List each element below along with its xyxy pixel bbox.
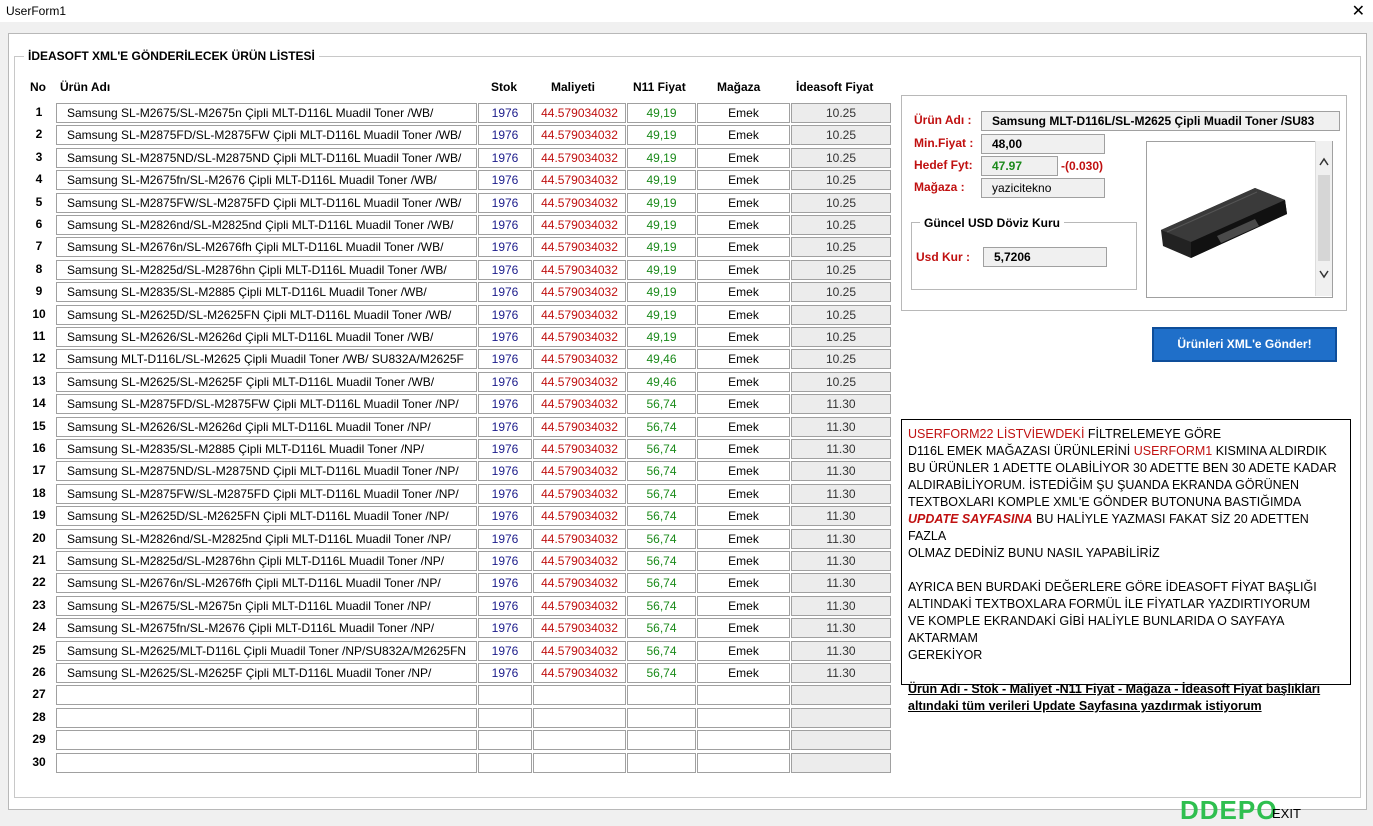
urun-adi-cell[interactable]: Samsung SL-M2875FD/SL-M2875FW Çipli MLT-D116L Muadil Toner /WB/ [56,125,477,145]
row-number: 28 [32,709,46,724]
note-p6b: BU HALİYLE YAZMASI FAKAT SİZ 20 ADETTEN FAZLA [908,512,1309,543]
note-p11: GEREKİYOR [908,648,983,662]
n11-fiyat-cell[interactable]: 56,74 [627,641,696,661]
note-p13: altındaki tüm verileri Update Sayfasına yazdırmak istiyorum [908,699,1262,713]
ideasoft-fiyat-cell[interactable]: 11.30 [791,484,891,504]
n11-fiyat-cell[interactable]: 49,19 [627,170,696,190]
n11-fiyat-cell[interactable]: 49,19 [627,282,696,302]
n11-fiyat-cell[interactable] [627,753,696,773]
row-number: 2 [35,127,43,142]
ideasoft-fiyat-cell[interactable]: 11.30 [791,573,891,593]
maliyet-cell[interactable]: 44.579034032 [533,193,626,213]
close-icon[interactable]: ✕ [1351,3,1365,20]
hedef-fiyat-label: Hedef Fyt: [914,158,973,172]
maliyet-cell[interactable]: 44.579034032 [533,237,626,257]
urun-adi-cell[interactable]: Samsung MLT-D116L/SL-M2625 Çipli Muadil Toner /WB/ SU832A/M2625F [56,349,477,369]
header-n11-fiyat: N11 Fiyat [633,80,686,94]
maliyet-cell[interactable] [533,730,626,750]
ideasoft-fiyat-cell[interactable]: 11.30 [791,551,891,571]
ideasoft-fiyat-cell[interactable] [791,708,891,728]
row-number: 13 [32,373,46,388]
urun-adi-field[interactable]: Samsung MLT-D116L/SL-M2625 Çipli Muadil Toner /SU83 [981,111,1340,131]
maliyet-cell[interactable]: 44.579034032 [533,349,626,369]
ideasoft-fiyat-cell[interactable]: 10.25 [791,260,891,280]
magaza-cell[interactable]: Emek [697,237,790,257]
maliyet-cell[interactable]: 44.579034032 [533,663,626,683]
urun-adi-cell[interactable]: Samsung SL-M2675/SL-M2675n Çipli MLT-D116L Muadil Toner /NP/ [56,596,477,616]
ideasoft-fiyat-cell[interactable]: 10.25 [791,148,891,168]
n11-fiyat-cell[interactable]: 56,74 [627,529,696,549]
header-urun-adi: Ürün Adı [60,80,111,94]
note-p6a: UPDATE SAYFASINA [908,512,1033,526]
row-number: 23 [32,597,46,612]
magaza-cell[interactable]: Emek [697,439,790,459]
n11-fiyat-cell[interactable]: 56,74 [627,596,696,616]
magaza-cell[interactable]: Emek [697,148,790,168]
stok-cell[interactable]: 1976 [478,125,532,145]
maliyet-cell[interactable]: 44.579034032 [533,618,626,638]
ideasoft-fiyat-cell[interactable]: 11.30 [791,439,891,459]
maliyet-cell[interactable]: 44.579034032 [533,551,626,571]
maliyet-cell[interactable]: 44.579034032 [533,529,626,549]
ideasoft-fiyat-cell[interactable] [791,730,891,750]
urun-adi-cell[interactable]: Samsung SL-M2625/SL-M2625F Çipli MLT-D116L Muadil Toner /NP/ [56,663,477,683]
stok-cell[interactable]: 1976 [478,282,532,302]
n11-fiyat-cell[interactable]: 49,46 [627,372,696,392]
n11-fiyat-cell[interactable]: 56,74 [627,618,696,638]
watermark-logo: DDEPO [1180,795,1278,825]
ideasoft-fiyat-cell[interactable]: 10.25 [791,327,891,347]
row-number: 21 [32,553,46,567]
header-maliyeti: Maliyeti [551,80,596,94]
magaza-cell[interactable]: Emek [697,394,790,414]
stok-cell[interactable]: 1976 [478,237,532,257]
magaza-cell[interactable]: Emek [697,461,790,481]
ideasoft-fiyat-cell[interactable] [791,685,891,705]
stok-cell[interactable]: 1976 [478,484,532,504]
usd-kur-label: Usd Kur : [916,250,970,264]
row-number: 30 [32,754,46,769]
n11-fiyat-cell[interactable]: 49,19 [627,260,696,280]
maliyet-cell[interactable]: 44.579034032 [533,103,626,123]
note-p7: OLMAZ DEDİNİZ BUNU NASIL YAPABİLİRİZ [908,546,1160,560]
stok-cell[interactable]: 1976 [478,551,532,571]
urun-adi-cell[interactable]: Samsung SL-M2625/SL-M2625F Çipli MLT-D116L Muadil Toner /WB/ [56,372,477,392]
maliyet-cell[interactable] [533,685,626,705]
row-number: 17 [32,463,46,478]
stok-cell[interactable] [478,708,532,728]
note-p2c: KISMINA ALDIRDIK [1212,444,1327,458]
stok-cell[interactable]: 1976 [478,148,532,168]
magaza-cell[interactable]: Emek [697,417,790,437]
row-number: 16 [32,441,46,455]
product-image [1146,141,1333,298]
urun-adi-cell[interactable]: Samsung SL-M2826nd/SL-M2825nd Çipli MLT-D116L Muadil Toner /NP/ [56,529,477,549]
header-magaza: Mağaza [717,80,761,94]
window-title: UserForm1 [6,4,67,18]
hedef-fiyat-diff: -(0.030) [1061,159,1104,173]
urun-adi-cell[interactable]: Samsung SL-M2875ND/SL-M2875ND Çipli MLT-D116L Muadil Toner /NP/ [56,461,477,481]
urun-adi-cell[interactable]: Samsung SL-M2625/MLT-D116L Çipli Muadil Toner /NP/SU832A/M2625FN [56,641,477,661]
ideasoft-fiyat-cell[interactable]: 11.30 [791,529,891,549]
urun-adi-cell[interactable]: Samsung SL-M2825d/SL-M2876hn Çipli MLT-D116L Muadil Toner /WB/ [56,260,477,280]
ideasoft-fiyat-cell[interactable]: 11.30 [791,663,891,683]
urun-adi-cell[interactable]: Samsung SL-M2835/SL-M2885 Çipli MLT-D116L Muadil Toner /WB/ [56,282,477,302]
magaza-cell[interactable]: Emek [697,305,790,325]
note-p2b: USERFORM1 [1133,444,1213,458]
stok-cell[interactable] [478,753,532,773]
magaza-cell[interactable] [697,685,790,705]
row-number: 5 [35,194,43,209]
stok-cell[interactable]: 1976 [478,596,532,616]
n11-fiyat-cell[interactable]: 49,19 [627,215,696,235]
ideasoft-fiyat-cell[interactable]: 10.25 [791,170,891,190]
row-number: 14 [32,396,46,411]
maliyet-cell[interactable]: 44.579034032 [533,417,626,437]
hedef-fiyat-field[interactable]: 47.97 [981,156,1058,176]
maliyet-cell[interactable]: 44.579034032 [533,170,626,190]
row-number: 26 [32,665,46,679]
magaza-cell[interactable]: Emek [697,529,790,549]
row-number: 10 [32,306,46,321]
note-box [901,419,1351,713]
row-number: 22 [32,575,46,590]
n11-fiyat-cell[interactable]: 56,74 [627,551,696,571]
magaza-cell[interactable]: Emek [697,618,790,638]
row-number: 1 [35,105,43,119]
row-number: 4 [35,172,43,187]
urun-adi-cell[interactable]: Samsung SL-M2875FD/SL-M2875FW Çipli MLT-D116L Muadil Toner /NP/ [56,394,477,414]
urun-adi-cell[interactable]: Samsung SL-M2875FW/SL-M2875FD Çipli MLT-D116L Muadil Toner /WB/ [56,193,477,213]
stok-cell[interactable]: 1976 [478,349,532,369]
maliyet-cell[interactable]: 44.579034032 [533,327,626,347]
maliyet-cell[interactable]: 44.579034032 [533,506,626,526]
ideasoft-fiyat-cell[interactable]: 11.30 [791,417,891,437]
urun-adi-cell[interactable] [56,753,477,773]
ideasoft-fiyat-cell[interactable]: 11.30 [791,461,891,481]
magaza-cell[interactable]: Emek [697,170,790,190]
maliyet-cell[interactable]: 44.579034032 [533,641,626,661]
magaza-cell[interactable]: Emek [697,349,790,369]
urun-adi-cell[interactable] [56,730,477,750]
maliyet-cell[interactable]: 44.579034032 [533,596,626,616]
magaza-cell[interactable]: Emek [697,551,790,571]
row-number: 25 [32,642,46,657]
maliyet-cell[interactable]: 44.579034032 [533,484,626,504]
magaza-cell[interactable] [697,753,790,773]
maliyet-cell[interactable]: 44.579034032 [533,573,626,593]
ideasoft-fiyat-cell[interactable]: 10.25 [791,125,891,145]
stok-cell[interactable]: 1976 [478,618,532,638]
n11-fiyat-cell[interactable]: 56,74 [627,461,696,481]
urun-adi-cell[interactable]: Samsung SL-M2626/SL-M2626d Çipli MLT-D116L Muadil Toner /NP/ [56,417,477,437]
scroll-thumb [1318,175,1330,261]
header-ideasoft-fiyat: İdeasoft Fiyat [796,80,874,94]
urun-adi-cell[interactable]: Samsung SL-M2675fn/SL-M2676 Çipli MLT-D116L Muadil Toner /NP/ [56,618,477,638]
urun-adi-cell[interactable] [56,708,477,728]
magaza-cell[interactable]: Emek [697,125,790,145]
stok-cell[interactable]: 1976 [478,327,532,347]
stok-cell[interactable]: 1976 [478,394,532,414]
row-number: 9 [35,284,43,299]
stok-cell[interactable]: 1976 [478,260,532,280]
urun-adi-cell[interactable]: Samsung SL-M2676n/SL-M2676fh Çipli MLT-D116L Muadil Toner /NP/ [56,573,477,593]
ideasoft-fiyat-cell[interactable]: 10.25 [791,215,891,235]
exit-label[interactable]: EXIT [1272,806,1301,821]
n11-fiyat-cell[interactable] [627,685,696,705]
ideasoft-fiyat-cell[interactable] [791,753,891,773]
urun-adi-cell[interactable]: Samsung SL-M2676n/SL-M2676fh Çipli MLT-D116L Muadil Toner /WB/ [56,237,477,257]
send-to-xml-button[interactable]: Ürünleri XML'e Gönder! [1152,327,1337,362]
stok-cell[interactable]: 1976 [478,439,532,459]
row-number: 6 [35,217,43,231]
note-p5: TEXTBOXLARI KOMPLE XML'E GÖNDER BUTONUNA BASTIĞIMDA [908,495,1302,509]
maliyet-cell[interactable]: 44.579034032 [533,372,626,392]
n11-fiyat-cell[interactable]: 56,74 [627,573,696,593]
n11-fiyat-cell[interactable] [627,708,696,728]
toner-cartridge-icon [1147,142,1315,297]
stok-cell[interactable]: 1976 [478,103,532,123]
note-p9: ALTINDAKİ TEXTBOXLARA FORMÜL İLE FİYATLAR YAZDIRTIYORUM [908,597,1311,611]
n11-fiyat-cell[interactable]: 49,19 [627,327,696,347]
ideasoft-fiyat-cell[interactable]: 11.30 [791,394,891,414]
urun-adi-cell[interactable]: Samsung SL-M2875ND/SL-M2875ND Çipli MLT-D116L Muadil Toner /WB/ [56,148,477,168]
maliyet-cell[interactable]: 44.579034032 [533,461,626,481]
row-number: 12 [32,351,46,366]
maliyet-cell[interactable]: 44.579034032 [533,215,626,235]
maliyet-cell[interactable]: 44.579034032 [533,260,626,280]
note-p3: BU ÜRÜNLER 1 ADETTE OLABİLİYOR 30 ADETTE BEN 30 ADETE KADAR [908,461,1337,475]
magaza-cell[interactable]: Emek [697,260,790,280]
ideasoft-fiyat-cell[interactable]: 10.25 [791,193,891,213]
stok-cell[interactable]: 1976 [478,170,532,190]
row-number: 19 [32,508,46,523]
row-number: 24 [32,620,46,635]
stok-cell[interactable]: 1976 [478,663,532,683]
magaza-label: Mağaza : [914,180,965,194]
magaza-cell[interactable]: Emek [697,215,790,235]
row-number: 29 [32,732,46,747]
group-title: İDEASOFT XML'E GÖNDERİLECEK ÜRÜN LİSTESİ [24,49,319,63]
stok-cell[interactable]: 1976 [478,305,532,325]
urun-adi-cell[interactable]: Samsung SL-M2625D/SL-M2625FN Çipli MLT-D116L Muadil Toner /NP/ [56,506,477,526]
n11-fiyat-cell[interactable]: 49,19 [627,237,696,257]
usd-kur-field[interactable]: 5,7206 [983,247,1107,267]
n11-fiyat-cell[interactable]: 56,74 [627,506,696,526]
magaza-cell[interactable]: Emek [697,506,790,526]
ideasoft-fiyat-cell[interactable]: 11.30 [791,641,891,661]
urun-adi-label: Ürün Adı : [914,113,972,127]
magaza-cell[interactable]: Emek [697,372,790,392]
magaza-cell[interactable]: Emek [697,663,790,683]
urun-adi-cell[interactable]: Samsung SL-M2826nd/SL-M2825nd Çipli MLT-D116L Muadil Toner /WB/ [56,215,477,235]
n11-fiyat-cell[interactable]: 56,74 [627,663,696,683]
urun-adi-cell[interactable]: Samsung SL-M2625D/SL-M2625FN Çipli MLT-D116L Muadil Toner /WB/ [56,305,477,325]
note-p1b: FİLTRELEMEYE GÖRE [1084,427,1222,441]
note-p12: Ürün Adı - Stok - Maliyet -N11 Fiyat - Mağaza - İdeasoft Fiyat başlıkları [908,682,1321,696]
stok-cell[interactable]: 1976 [478,215,532,235]
stok-cell[interactable]: 1976 [478,193,532,213]
row-number: 20 [32,530,46,545]
header-stok: Stok [491,80,518,94]
urun-adi-cell[interactable]: Samsung SL-M2675/SL-M2675n Çipli MLT-D116L Muadil Toner /WB/ [56,103,477,123]
row-number: 18 [32,485,46,500]
row-number: 3 [35,149,43,164]
stok-cell[interactable]: 1976 [478,461,532,481]
ideasoft-fiyat-cell[interactable]: 10.25 [791,237,891,257]
n11-fiyat-cell[interactable]: 56,74 [627,439,696,459]
urun-adi-cell[interactable]: Samsung SL-M2675fn/SL-M2676 Çipli MLT-D116L Muadil Toner /WB/ [56,170,477,190]
n11-fiyat-cell[interactable]: 49,19 [627,103,696,123]
magaza-cell[interactable]: Emek [697,193,790,213]
n11-fiyat-cell[interactable]: 56,74 [627,484,696,504]
n11-fiyat-cell[interactable]: 56,74 [627,394,696,414]
note-p1a: USERFORM22 LİSTVİEWDEKİ [908,427,1085,441]
maliyet-cell[interactable]: 44.579034032 [533,282,626,302]
ideasoft-fiyat-cell[interactable]: 11.30 [791,596,891,616]
magaza-cell[interactable]: Emek [697,484,790,504]
ideasoft-fiyat-cell[interactable]: 10.25 [791,282,891,302]
row-number: 8 [35,261,43,276]
urun-adi-cell[interactable]: Samsung SL-M2626/SL-M2626d Çipli MLT-D116L Muadil Toner /WB/ [56,327,477,347]
stok-cell[interactable]: 1976 [478,573,532,593]
maliyet-cell[interactable] [533,708,626,728]
ideasoft-fiyat-cell[interactable]: 11.30 [791,506,891,526]
ideasoft-fiyat-cell[interactable]: 11.30 [791,618,891,638]
stok-cell[interactable] [478,685,532,705]
n11-fiyat-cell[interactable]: 49,19 [627,193,696,213]
note-p4: ALDIRABİLİYORUM. İSTEDİĞİM ŞU ŞUANDA EKRANDA GÖRÜNEN [908,478,1300,492]
note-p8: AYRICA BEN BURDAKİ DEĞERLERE GÖRE İDEASOFT FİYAT BAŞLIĞI [908,580,1317,594]
stok-cell[interactable]: 1976 [478,417,532,437]
stok-cell[interactable]: 1976 [478,372,532,392]
maliyet-cell[interactable] [533,753,626,773]
note-p2a: D116L EMEK MAĞAZASI ÜRÜNLERİNİ [908,444,1134,458]
magaza-cell[interactable]: Emek [697,327,790,347]
magaza-cell[interactable]: Emek [697,641,790,661]
urun-adi-cell[interactable] [56,685,477,705]
magaza-cell[interactable]: Emek [697,596,790,616]
maliyet-cell[interactable]: 44.579034032 [533,439,626,459]
stok-cell[interactable]: 1976 [478,506,532,526]
stok-cell[interactable]: 1976 [478,529,532,549]
header-no: No [30,80,46,94]
image-scrollbar[interactable] [1315,141,1332,296]
n11-fiyat-cell[interactable] [627,730,696,750]
ideasoft-fiyat-cell[interactable]: 10.25 [791,305,891,325]
scroll-down-icon [1320,271,1328,277]
row-number: 15 [32,418,46,433]
n11-fiyat-cell[interactable]: 49,19 [627,125,696,145]
row-number: 11 [32,329,46,343]
n11-fiyat-cell[interactable]: 49,19 [627,148,696,168]
min-fiyat-field[interactable]: 48,00 [981,134,1105,154]
n11-fiyat-cell[interactable]: 49,46 [627,349,696,369]
ideasoft-fiyat-cell[interactable]: 10.25 [791,349,891,369]
row-number: 7 [35,239,43,254]
maliyet-cell[interactable]: 44.579034032 [533,125,626,145]
magaza-field[interactable]: yazicitekno [981,178,1105,198]
ideasoft-fiyat-cell[interactable]: 10.25 [791,103,891,123]
maliyet-cell[interactable]: 44.579034032 [533,394,626,414]
maliyet-cell[interactable]: 44.579034032 [533,148,626,168]
magaza-cell[interactable]: Emek [697,103,790,123]
n11-fiyat-cell[interactable]: 56,74 [627,417,696,437]
magaza-cell[interactable]: Emek [697,282,790,302]
maliyet-cell[interactable]: 44.579034032 [533,305,626,325]
min-fiyat-label: Min.Fiyat : [914,136,974,150]
title-bar [0,0,1373,22]
ideasoft-fiyat-cell[interactable]: 10.25 [791,372,891,392]
magaza-cell[interactable]: Emek [697,573,790,593]
scroll-up-icon [1320,159,1328,165]
magaza-cell[interactable] [697,730,790,750]
urun-adi-cell[interactable]: Samsung SL-M2835/SL-M2885 Çipli MLT-D116L Muadil Toner /NP/ [56,439,477,459]
usd-group-title: Güncel USD Döviz Kuru [920,216,1064,230]
note-p10: VE KOMPLE EKRANDAKİ GİBİ HALİYLE BUNLARIDA O SAYFAYA AKTARMAM [908,614,1284,645]
n11-fiyat-cell[interactable]: 49,19 [627,305,696,325]
row-number: 27 [32,687,46,702]
urun-adi-cell[interactable]: Samsung SL-M2875FW/SL-M2875FD Çipli MLT-D116L Muadil Toner /NP/ [56,484,477,504]
urun-adi-cell[interactable]: Samsung SL-M2825d/SL-M2876hn Çipli MLT-D116L Muadil Toner /NP/ [56,551,477,571]
stok-cell[interactable]: 1976 [478,641,532,661]
magaza-cell[interactable] [697,708,790,728]
stok-cell[interactable] [478,730,532,750]
